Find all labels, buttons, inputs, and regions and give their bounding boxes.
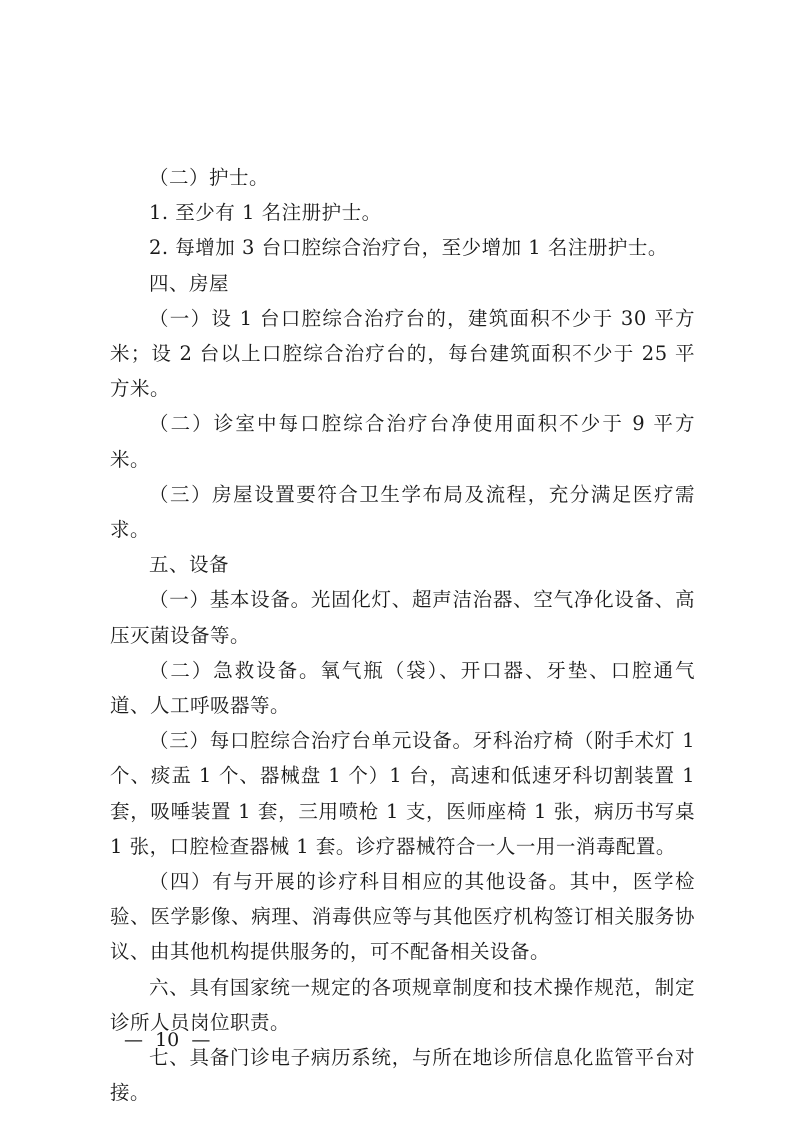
section-heading-nurse: （二）护士。 (149, 166, 270, 189)
paragraph-emr-system: 七、具备门诊电子病历系统，与所在地诊所信息化监管平台对接。 (110, 1046, 695, 1105)
section-heading-building: 四、房屋 (149, 271, 230, 295)
paragraph-regulations: 六、具有国家统一规定的各项规章制度和技术操作规范，制定诊所人员岗位职责。 (110, 975, 695, 1034)
paragraph-basic-equipment: （一）基本设备。光固化灯、超声洁治器、空气净化设备、高压灭菌设备等。 (110, 588, 695, 647)
page-number: — 10 — (124, 1029, 211, 1051)
paragraph-nurse-increment: 2. 每增加 3 台口腔综合治疗台，至少增加 1 名注册护士。 (149, 236, 668, 260)
paragraph-clinic-room-area: （二）诊室中每口腔综合治疗台净使用面积不少于 9 平方米。 (110, 412, 695, 471)
paragraph-other-equipment: （四）有与开展的诊疗科目相应的其他设备。其中，医学检验、医学影像、病理、消毒供应等与其他医疗机构签订相关服务协议、由其他机构提供服务的，可不配备相关设备。 (110, 870, 695, 964)
paragraph-building-area: （一）设 1 台口腔综合治疗台的，建筑面积不少于 30 平方米；设 2 台以上口腔综合治疗台的，每台建筑面积不少于 25 平方米。 (110, 306, 695, 401)
paragraph-unit-equipment: （三）每口腔综合治疗台单元设备。牙科治疗椅（附手术灯 1 个、痰盂 1 个、器械盘 1 个）1 台，高速和低速牙科切割装置 1 套，吸唾装置 1 套，三用喷枪 1 支，医师座椅 1 张，病历书写桌 1 张，口腔检查器械 1 套。诊疗器械符合一人一用一消毒配置。 (110, 729, 695, 858)
document-body (110, 160, 695, 1110)
section-heading-equipment: 五、设备 (149, 553, 230, 577)
paragraph-nurse-min: 1. 至少有 1 名注册护士。 (149, 201, 382, 225)
paragraph-emergency-equipment: （二）急救设备。氧气瓶（袋）、开口器、牙垫、口腔通气道、人工呼吸器等。 (110, 658, 695, 718)
paragraph-building-layout: （三）房屋设置要符合卫生学布局及流程，充分满足医疗需求。 (110, 482, 695, 542)
